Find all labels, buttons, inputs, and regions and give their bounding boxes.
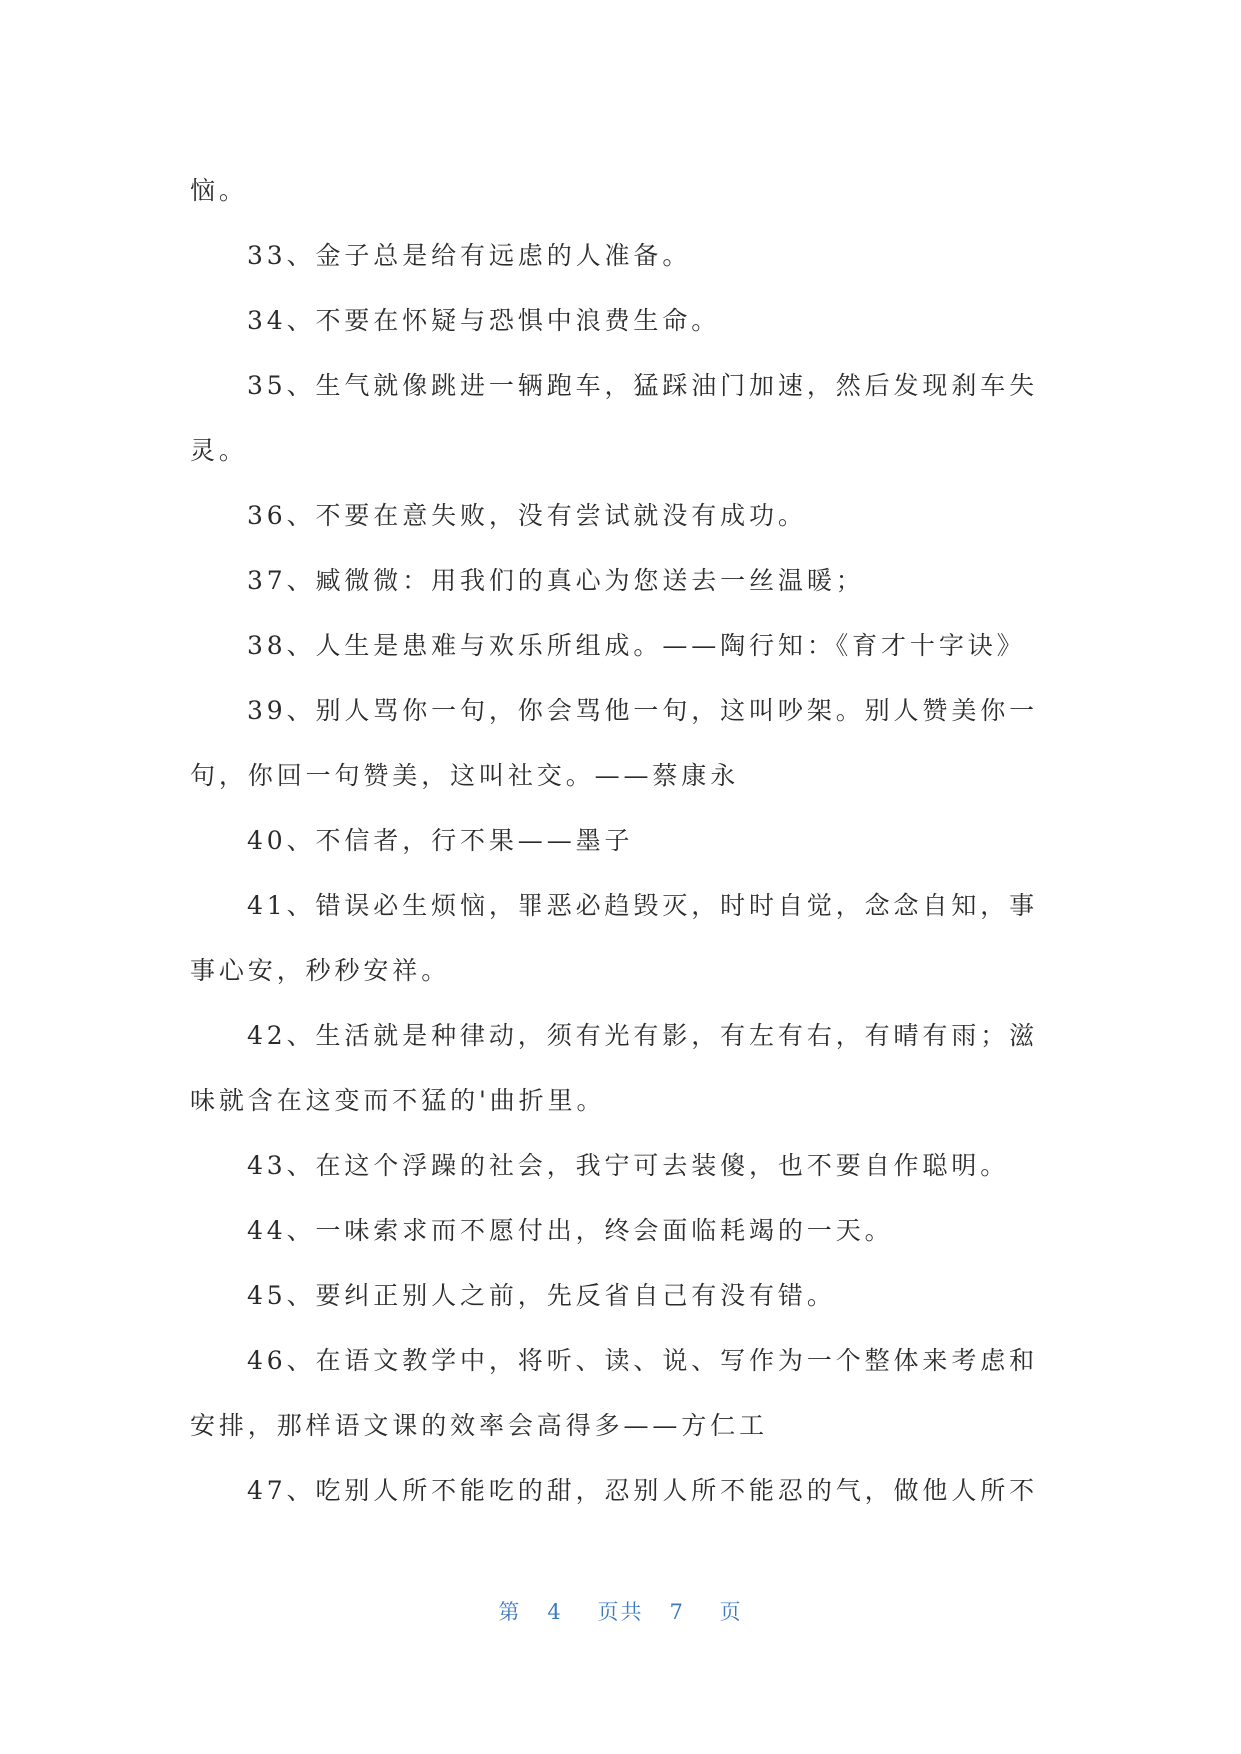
quote-41-continued: 事心安，秒秒安祥。 (190, 956, 451, 985)
quote-45: 45、要纠正别人之前，先反省自己有没有错。 (247, 1281, 836, 1310)
quote-44: 44、一味索求而不愿付出，终会面临耗竭的一天。 (247, 1216, 894, 1245)
quote-34: 34、不要在怀疑与恐惧中浪费生命。 (247, 306, 721, 335)
quote-40: 40、不信者，行不果——墨子 (247, 826, 634, 855)
footer-middle: 页共 (597, 1600, 644, 1624)
quote-35-continued: 灵。 (190, 436, 248, 465)
text-line: 恼。 (190, 176, 248, 205)
quote-47: 47、吃别人所不能吃的甜，忍别人所不能忍的气，做他人所不 (247, 1476, 1039, 1505)
quote-33: 33、金子总是给有远虑的人准备。 (247, 241, 692, 270)
quote-43: 43、在这个浮躁的社会，我宁可去装傻，也不要自作聪明。 (247, 1151, 1010, 1180)
quote-41: 41、错误必生烦恼，罪恶必趋毁灭，时时自觉，念念自知，事 (247, 891, 1039, 920)
quote-42-continued: 味就含在这变而不猛的'曲折里。 (190, 1086, 606, 1115)
quote-46-continued: 安排，那样语文课的效率会高得多——方仁工 (190, 1411, 769, 1440)
quote-36: 36、不要在意失败，没有尝试就没有成功。 (247, 501, 807, 530)
quote-38: 38、人生是患难与欢乐所组成。——陶行知：《育才十字诀》 (247, 631, 1026, 660)
quote-39-continued: 句，你回一句赞美，这叫社交。——蔡康永 (190, 761, 740, 790)
quote-42: 42、生活就是种律动，须有光有影，有左有右，有晴有雨；滋 (247, 1021, 1039, 1050)
footer-page-number: 4 (547, 1600, 563, 1624)
quote-39: 39、别人骂你一句，你会骂他一句，这叫吵架。别人赞美你一 (247, 696, 1039, 725)
quote-37: 37、臧微微：用我们的真心为您送去一丝温暖； (247, 566, 865, 595)
page-footer (0, 1596, 1241, 1626)
footer-total-pages: 7 (669, 1600, 685, 1624)
quote-46: 46、在语文教学中，将听、读、说、写作为一个整体来考虑和 (247, 1346, 1039, 1375)
quote-35: 35、生气就像跳进一辆跑车，猛踩油门加速，然后发现刹车失 (247, 371, 1039, 400)
footer-prefix: 第 (498, 1600, 522, 1624)
footer-suffix: 页 (719, 1600, 743, 1624)
document-body (190, 158, 1052, 1523)
